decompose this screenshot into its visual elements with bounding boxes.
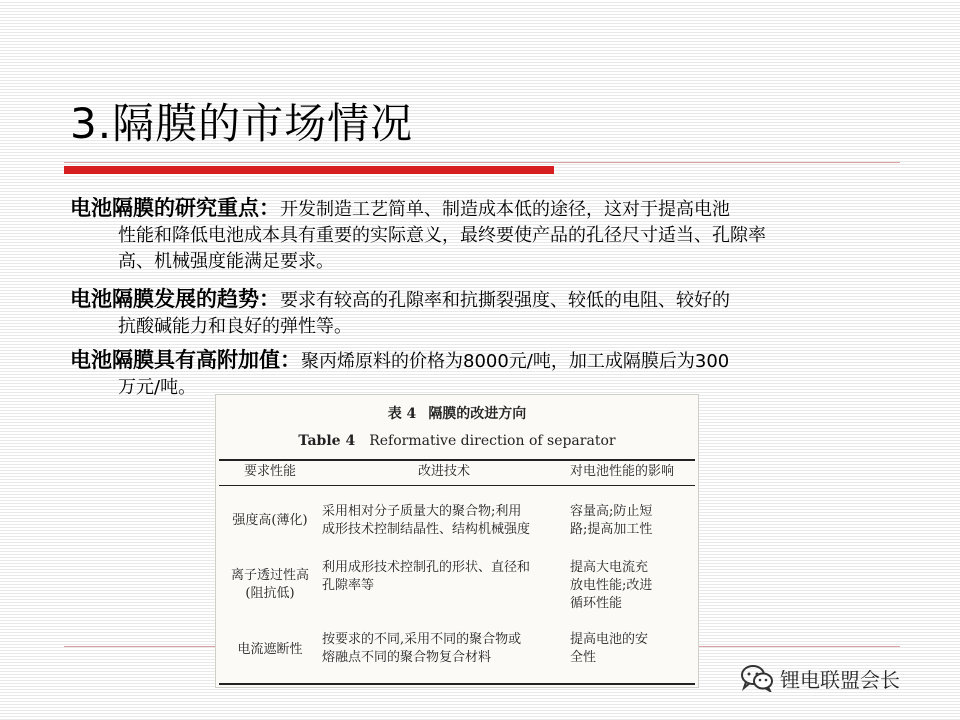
table-cell-requirement — [224, 567, 316, 603]
cell-line: 成形技术控制结晶性、结构机械强度 — [322, 522, 531, 537]
table-title-cn — [216, 403, 698, 423]
title-divider-accent — [64, 166, 554, 174]
bullet-text: 性能和降低电池成本具有重要的实际意义，最终要使产品的孔径尺寸适当、孔隙率 — [118, 225, 766, 246]
bullet-text: 高、机械强度能满足要求。 — [118, 251, 334, 272]
cell-line: 采用相对分子质量大的聚合物;利用 — [322, 504, 522, 519]
bullet-lead: 电池隔膜具有高附加值： — [70, 347, 301, 372]
table-title-en — [216, 433, 698, 449]
separator-improvement-table — [215, 394, 699, 688]
cell-line: 提高电池的安 — [570, 632, 649, 647]
cell-line: 强度高(薄化) — [232, 513, 308, 528]
cell-line: 利用成形技术控制孔的形状、直径和 — [322, 560, 531, 575]
table-cell-technique — [322, 631, 566, 667]
table-header: 改进技术 — [417, 464, 470, 479]
table-cell-requirement — [224, 641, 316, 659]
slide-title: 3.隔膜的市场情况 — [70, 99, 414, 148]
bullet-added-value — [70, 347, 890, 401]
table-bottom-rule — [219, 683, 695, 685]
table-cell-effect — [570, 631, 692, 667]
table-caption-en: Reformative direction of separator — [369, 433, 616, 449]
wechat-watermark — [740, 664, 900, 692]
wechat-icon — [740, 664, 774, 692]
bullet-text: 抗酸碱能力和良好的弹性等。 — [118, 316, 352, 337]
cell-line: 提高大电流充 — [570, 560, 649, 575]
bullet-text: 万元/吨。 — [118, 377, 197, 398]
table-header: 要求性能 — [243, 464, 296, 479]
bullet-text: 聚丙烯原料的价格为8000元/吨，加工成隔膜后为300 — [301, 351, 730, 372]
table-number-cn: 表 4 — [387, 406, 417, 422]
table-header-rule — [219, 485, 695, 486]
table-cell-requirement — [224, 512, 316, 530]
cell-line: 离子透过性高 — [230, 568, 309, 583]
table-cell-effect — [570, 503, 692, 539]
bullet-research-focus — [70, 195, 890, 275]
cell-line: 按要求的不同,采用不同的聚合物或 — [322, 632, 522, 647]
title-divider-thin — [64, 162, 900, 163]
cell-line: 容量高;防止短 — [570, 504, 653, 519]
bullet-development-trend — [70, 286, 890, 340]
cell-line: 孔隙率等 — [322, 578, 375, 593]
table-cell-technique — [322, 559, 566, 595]
cell-line: 电流遮断性 — [237, 642, 303, 657]
table-number-en: Table 4 — [298, 433, 356, 449]
cell-line: 路;提高加工性 — [570, 522, 653, 537]
table-header: 对电池性能的影响 — [570, 464, 675, 479]
cell-line: 循环性能 — [570, 596, 623, 611]
table-caption-cn: 隔膜的改进方向 — [428, 406, 527, 422]
table-cell-effect — [570, 559, 692, 613]
watermark-text: 锂电联盟会长 — [780, 667, 900, 692]
table-top-rule — [219, 459, 695, 461]
cell-line: (阻抗低) — [245, 586, 295, 601]
cell-line: 放电性能;改进 — [570, 578, 653, 593]
bullet-text: 要求有较高的孔隙率和抗撕裂强度、较低的电阻、较好的 — [280, 290, 730, 311]
cell-line: 熔融点不同的聚合物复合材料 — [322, 650, 492, 665]
cell-line: 全性 — [570, 650, 597, 665]
bullet-lead: 电池隔膜的研究重点： — [70, 195, 280, 220]
bullet-lead: 电池隔膜发展的趋势： — [70, 286, 280, 311]
table-cell-technique — [322, 503, 566, 539]
bullet-text: 开发制造工艺简单、制造成本低的途径，这对于提高电池 — [280, 199, 730, 220]
